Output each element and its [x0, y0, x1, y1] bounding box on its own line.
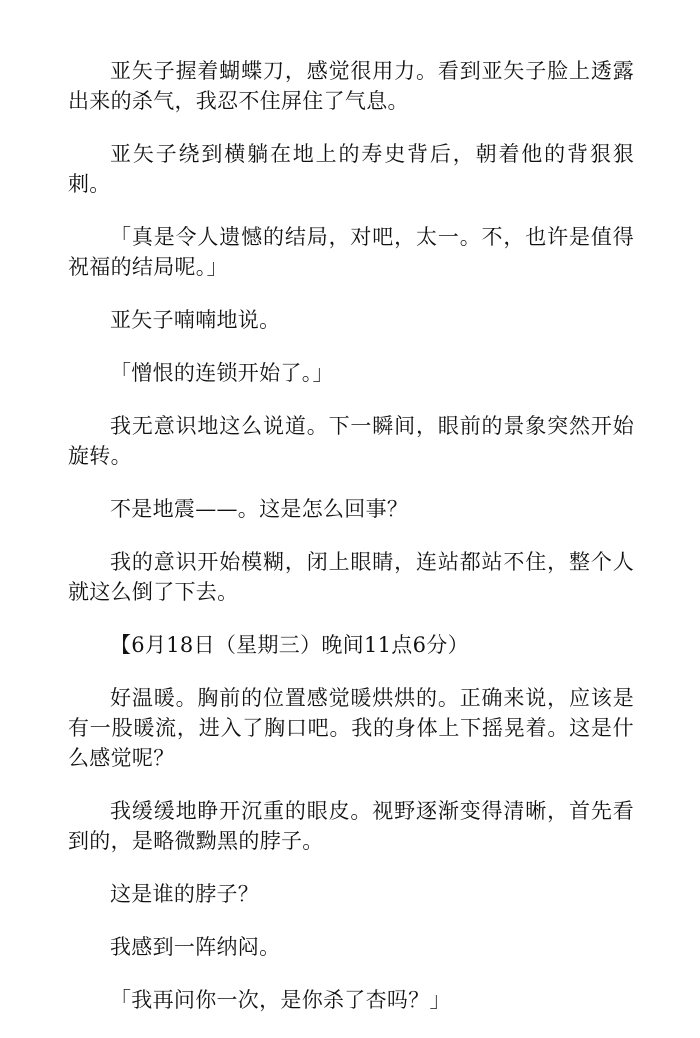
dialogue-paragraph: 「憎恨的连锁开始了。」 — [110, 361, 334, 385]
paragraph: 亚矢子喃喃地说。 — [110, 308, 281, 332]
document-page — [68, 56, 634, 1038]
dialogue-paragraph: 「我再问你一次，是你杀了杏吗？」 — [110, 988, 451, 1012]
paragraph: 我缓缓地睁开沉重的眼皮。视野逐渐变得清晰，首先看到的，是略微黝黑的脖子。 — [68, 799, 634, 853]
paragraph: 我无意识地这么说道。下一瞬间，眼前的景象突然开始旋转。 — [68, 414, 634, 468]
paragraph: 亚矢子绕到横躺在地上的寿史背后，朝着他的背狠狠刺。 — [68, 142, 634, 196]
dialogue-paragraph: 「真是令人遗憾的结局，对吧，太一。不，也许是值得祝福的结局呢。」 — [68, 225, 634, 279]
paragraph: 亚矢子握着蝴蝶刀，感觉很用力。看到亚矢子脸上透露出来的杀气，我忍不住屏住了气息。 — [68, 59, 634, 113]
paragraph: 我的意识开始模糊，闭上眼睛，连站都站不住，整个人就这么倒了下去。 — [68, 550, 634, 604]
paragraph: 好温暖。胸前的位置感觉暖烘烘的。正确来说，应该是有一股暖流，进入了胸口吧。我的身体上下摇晃着。这是什么感觉呢？ — [68, 686, 634, 770]
paragraph: 我感到一阵纳闷。 — [110, 935, 281, 959]
section-timestamp-heading: 【6月18日（星期三）晚间11点6分） — [110, 633, 469, 657]
paragraph: 不是地震——。这是怎么回事？ — [110, 497, 409, 521]
paragraph: 这是谁的脖子？ — [110, 882, 260, 906]
